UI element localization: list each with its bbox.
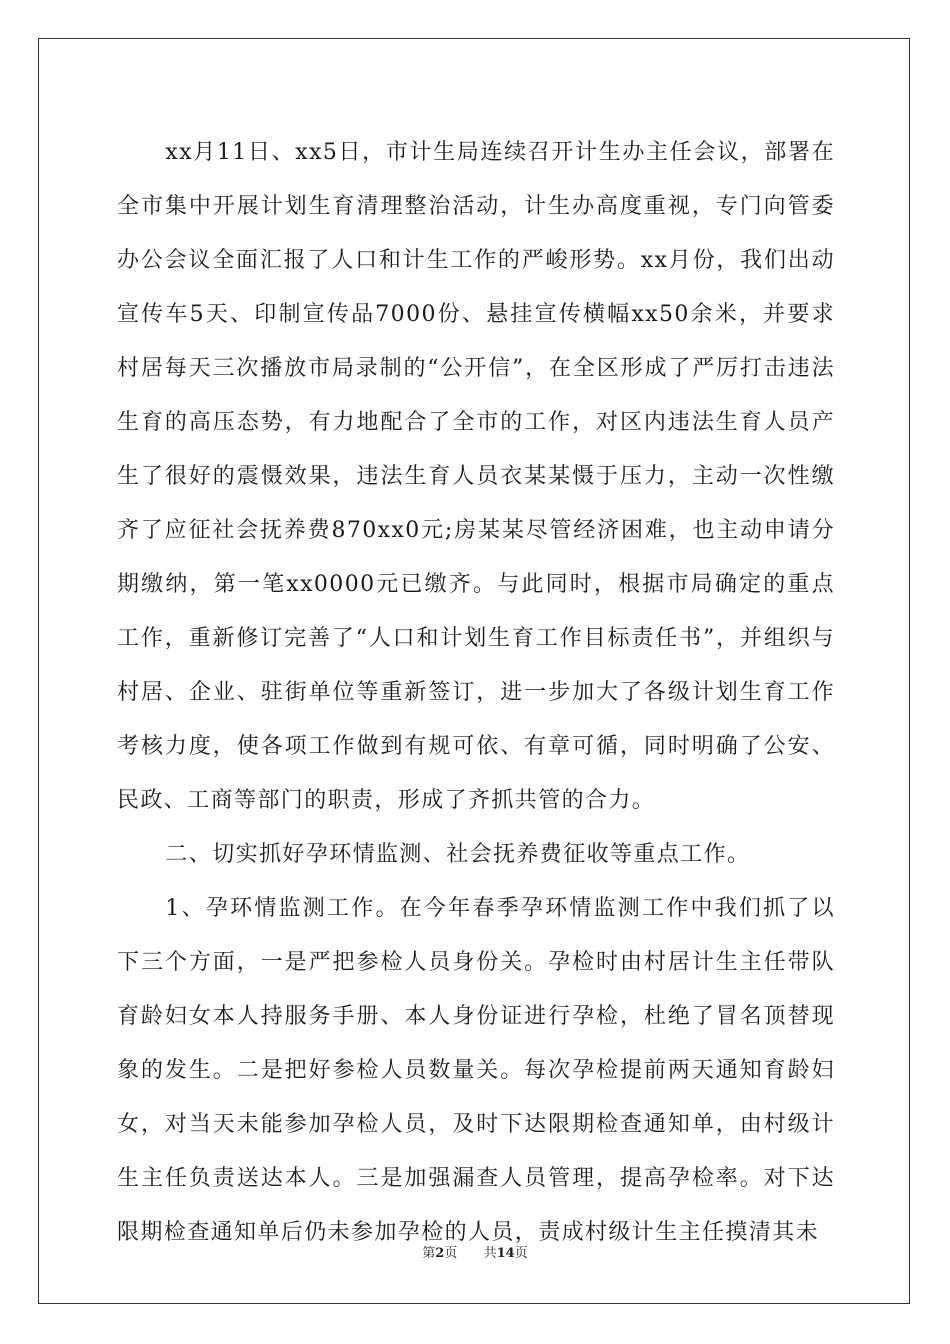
total-pages: 14 (496, 1246, 515, 1261)
page-total: 共14页 (483, 1246, 528, 1261)
page-number: 第2页 (422, 1246, 458, 1261)
document-body (117, 126, 835, 1260)
body-paragraph: 1、孕环情监测工作。在今年春季孕环情监测工作中我们抓了以下三个方面，一是严把参检人员身份关。孕检时由村居计生主任带队育龄妇女本人持服务手册、本人身份证进行孕检，杜绝了冒名顶替现象的发生。二是把好参检人员数量关。每次孕检提前两天通知育龄妇女，对当天未能参加孕检人员，及时下达限期检查通知单，由村级计生主任负责送达本人。三是加强漏查人员管理，提高孕检率。对下达限期检查通知单后仍未参加孕检的人员，责成村级计生主任摸清其未 (117, 896, 835, 1245)
page-footer (0, 1246, 950, 1262)
current-page: 2 (435, 1246, 445, 1261)
section-heading: 二、切实抓好孕环情监测、社会抚养费征收等重点工作。 (165, 842, 751, 867)
body-paragraph: xx月11日、xx5日，市计生局连续召开计生办主任会议，部署在全市集中开展计划生育清理整治活动，计生办高度重视，专门向管委办公会议全面汇报了人口和计生工作的严峻形势。xx月份，我们出动宣传车5天、印制宣传品7000份、悬挂宣传横幅xx50余米，并要求村居每天三次播放市局录制的“公开信”，在全区形成了严厉打击违法生育的高压态势，有力地配合了全市的工作，对区内违法生育人员产生了很好的震慑效果，违法生育人员衣某某慑于压力，主动一次性缴齐了应征社会抚养费870xx0元;房某某尽管经济困难，也主动申请分期缴纳，第一笔xx0000元已缴齐。与此同时，根据市局确定的重点工作，重新修订完善了“人口和计划生育工作目标责任书”，并组织与村居、企业、驻街单位等重新签订，进一步加大了各级计划生育工作考核力度，使各项工作做到有规可依、有章可循，同时明确了公安、民政、工商等部门的职责，形成了齐抓共管的合力。 (117, 140, 835, 813)
